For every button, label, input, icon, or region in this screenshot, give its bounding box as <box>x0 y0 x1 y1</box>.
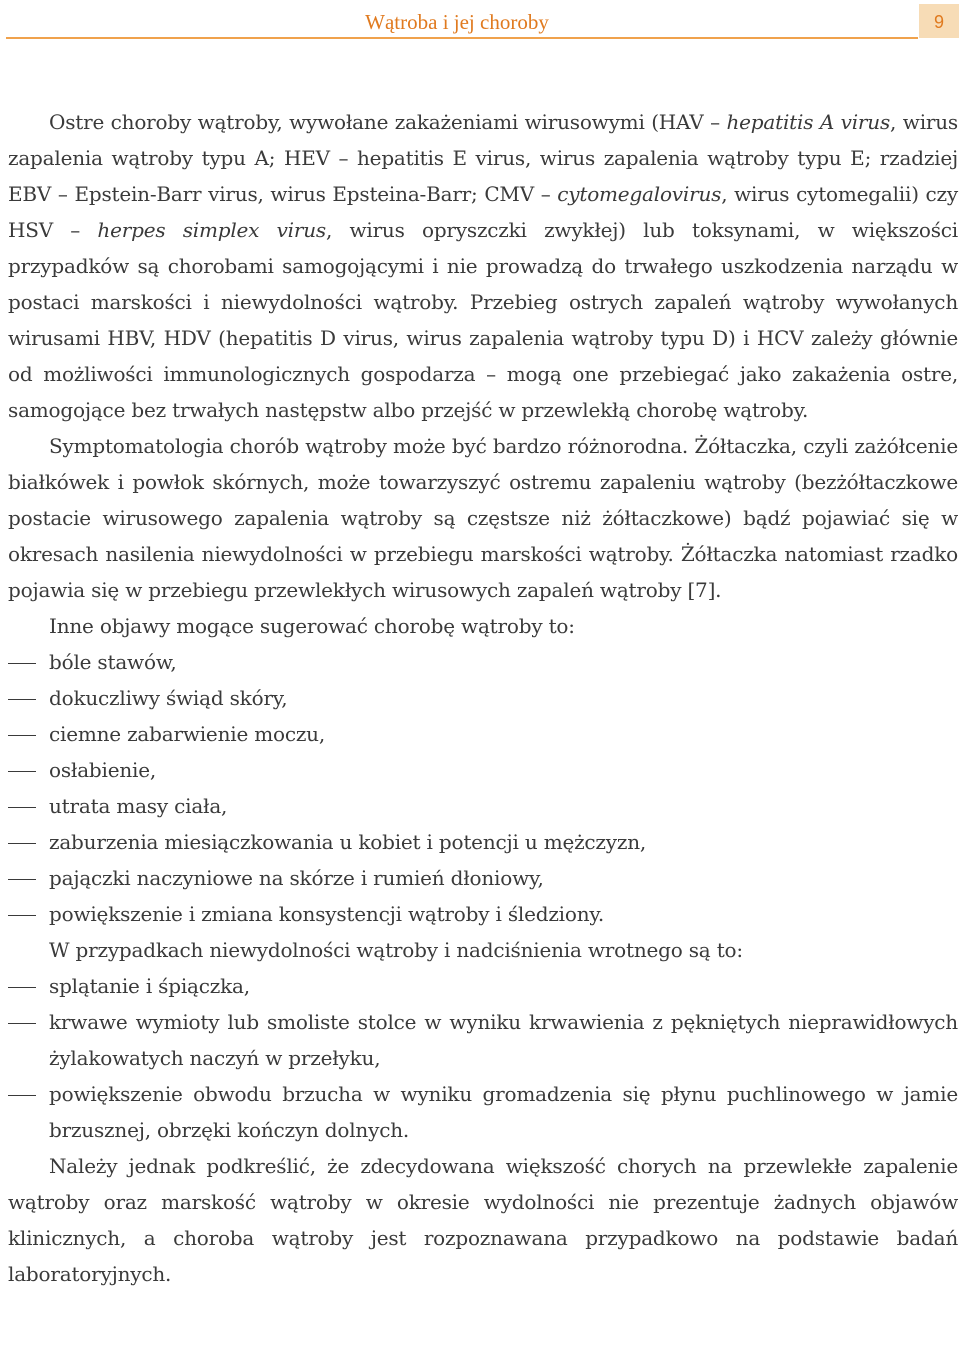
list-item: splątanie i śpiączka, <box>8 968 958 1004</box>
paragraph-conclusion: Należy jednak podkreślić, że zdecydowana większość chorych na przewlekłe zapalenie wątroby oraz marskość wątroby w okresie wydolności nie prezentuje żadnych objawów klinicznych, a choroba wątroby jest rozpoznawana przypadkowo na podstawie badań laboratoryjnych. <box>8 1154 958 1286</box>
list-item: zaburzenia miesiączkowania u kobiet i potencji u mężczyzn, <box>8 824 958 860</box>
paragraph-symptomatology: Symptomatologia chorób wątroby może być bardzo różnorodna. Żółtaczka, czyli zażółcenie białkówek i powłok skórnych, może towarzyszyć ostremu zapaleniu wątroby (bezżółtaczkowe postacie wirusowego zapalenia wątroby są częstsze niż żółtaczkowe) bądź pojawiać się w okresach nasilenia niewydolności w przebiegu marskości wątroby. Żółtaczka natomiast rzadko pojawia się w przebiegu przewlekłych wirusowych zapaleń wątroby [7]. <box>8 434 958 602</box>
list-item: ciemne zabarwienie moczu, <box>8 716 958 752</box>
text-span: Ostre choroby wątroby, wywołane zakażeniami wirusowymi (HAV – <box>49 110 727 134</box>
list-item: utrata masy ciała, <box>8 788 958 824</box>
page-number-badge: 9 <box>919 4 959 38</box>
liver-failure-list <box>8 968 958 1148</box>
text-span: , wirus opryszczki zwykłej) lub toksynami, w większości przypadków są chorobami samogojącymi i nie prowadzą do trwałego uszkodzenia narządu w postaci marskości i niewydolności wątroby. Przebieg ostrych zapaleń wątroby wywołanych wirusami HBV, HDV (hepatitis D virus, wirus zapalenia wątroby typu D) i HCV zależy głównie od możliwości immunologicznych gospodarza – mogą one przebiegać jako zakażenia ostre, samogojące bez trwałych następstw albo przejść w przewlekłą chorobę wątroby. <box>8 218 958 422</box>
italic-term: cytomegalovirus <box>557 182 722 206</box>
paragraph-liver-failure-intro: W przypadkach niewydolności wątroby i nadciśnienia wrotnego są to: <box>49 938 743 962</box>
list-item: krwawe wymioty lub smoliste stolce w wyniku krwawienia z pękniętych nieprawidłowych żylakowatych naczyń w przełyku, <box>8 1004 958 1076</box>
text-span: , wirus cytomegalii) czy HSV – <box>8 182 958 242</box>
list-item: powiększenie obwodu brzucha w wyniku gromadzenia się płynu puchlinowego w jamie brzusznej, obrzęki kończyn dolnych. <box>8 1076 958 1148</box>
italic-term: herpes simplex virus <box>97 218 326 242</box>
italic-term: hepatitis A virus <box>726 110 891 134</box>
text-span: , wirus zapalenia wątroby typu A; HEV – hepatitis E virus, wirus zapalenia wątroby typu E; rzadziej EBV – Epstein-Barr virus, wirus Epsteina-Barr; CMV – <box>8 110 958 206</box>
paragraph-other-symptoms-intro: Inne objawy mogące sugerować chorobę wątroby to: <box>49 614 575 638</box>
page-header <box>0 0 960 38</box>
paragraph-acute-hepatitis <box>8 104 958 428</box>
list-item: dokuczliwy świąd skóry, <box>8 680 958 716</box>
list-item: bóle stawów, <box>8 644 958 680</box>
list-item: powiększenie i zmiana konsystencji wątroby i śledziony. <box>8 896 958 932</box>
main-text <box>8 104 958 1292</box>
list-item: pajączki naczyniowe na skórze i rumień dłoniowy, <box>8 860 958 896</box>
symptom-list <box>8 644 958 932</box>
header-divider <box>6 37 918 39</box>
list-item: osłabienie, <box>8 752 958 788</box>
running-title: Wątroba i jej choroby <box>365 10 549 34</box>
